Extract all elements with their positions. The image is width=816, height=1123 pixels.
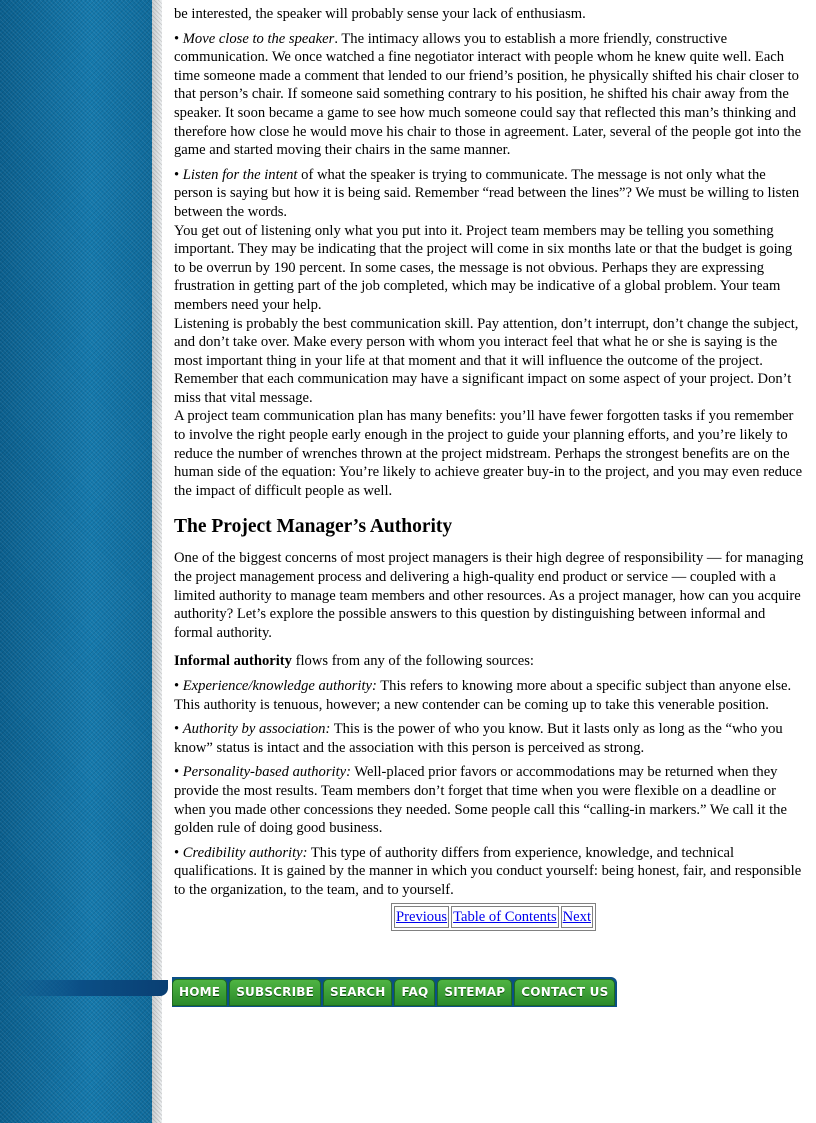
paragraph-authority-intro: One of the biggest concerns of most project managers is their high degree of responsibility — for managing the project management process and delivering a high-quality end product or service — coupled with a limited authority to manage team members and other resources. As a project manager, how can you acquire authority? Let’s explore the possible answers to this question by distinguishing between informal and formal authority. (174, 550, 804, 641)
bullet-text: Well-placed prior favors or accommodations may be returned when they provide the most results. Team members don’t forget that time when you were flexible on a deadline or when you made other concessions they needed. Some people call this “calling-in markers.” We call it the golden rule of doing good business. (174, 764, 787, 837)
bullet-move-close (174, 30, 804, 160)
rail-edge-texture (152, 0, 162, 1123)
bullet-experience-authority (174, 677, 804, 714)
nav-contact-us-button[interactable]: CONTACT US (514, 979, 615, 1006)
bullet-lead: Personality-based authority: (182, 764, 351, 781)
bullet-personality-authority (174, 763, 804, 837)
nav-home-button[interactable]: HOME (172, 979, 227, 1006)
informal-authority-text: flows from any of the following sources: (291, 653, 534, 670)
table-of-contents-link[interactable]: Table of Contents (453, 909, 557, 925)
bullet-glyph: • (174, 764, 180, 781)
bullet-lead: Listen for the intent (182, 166, 298, 183)
bullet-lead: Credibility authority: (182, 844, 308, 861)
section-heading: The Project Manager’s Authority (174, 516, 453, 538)
paragraph-informal-authority (174, 652, 804, 671)
bullet-glyph: • (174, 166, 180, 183)
bullet-text: of what the speaker is trying to communicate. The message is not only what the person is saying but how it is being said. Remember “read between the lines”? We must be willing to listen between the words. (174, 166, 800, 220)
bullet-lead: Move close to the speaker (182, 30, 335, 47)
bullet-credibility-authority (174, 844, 804, 900)
paragraph-continued: be interested, the speaker will probably sense your lack of enthusiasm. (174, 6, 586, 22)
article-content (174, 0, 804, 900)
bullet-text: . The intimacy allows you to establish a more friendly, constructive communication. We once watched a fine negotiator interact with people whom he knew quite well. Each time someone made a comment that lended to our friend’s position, he physically shifted his chair closer to that person’s chair. If someone said something contrary to his position, he shifted his chair away from the speaker. It soon became a game to see how much someone could say that reflected this man’s thinking and therefore how close he would move his chair to those in agreement. Later, several of the people got into the game and started moving their chairs in the same manner. (174, 30, 802, 159)
nav-search-button[interactable]: SEARCH (323, 979, 392, 1006)
bullet-text: This type of authority differs from experience, knowledge, and technical qualifications. It is gained by the manner in which you conduct yourself: being honest, fair, and responsible to the organization, to the team, and to yourself. (174, 844, 802, 898)
bullet-glyph: • (174, 30, 180, 47)
nav-faq-button[interactable]: FAQ (394, 979, 435, 1006)
paragraph-communication-plan: A project team communication plan has many benefits: you’ll have fewer forgotten tasks if you remember to involve the right people early enough in the project to guide your planning efforts, and you’re likely to reduce the number of wrenches thrown at the project midstream. Perhaps the strongest benefits are on the human side of the equation: You’re likely to achieve greater buy-in to the project, and you may even reduce the impact of difficult people as well. (174, 408, 803, 499)
page-navigation (391, 903, 596, 931)
pager-cell (394, 906, 449, 928)
nav-subscribe-button[interactable]: SUBSCRIBE (229, 979, 321, 1006)
bullet-glyph: • (174, 678, 180, 694)
site-nav-bar (172, 977, 617, 1007)
bullet-glyph: • (174, 844, 180, 861)
paragraph-listening-value: You get out of listening only what you put into it. Project team members may be telling you something important. They may be indicating that the project will come in six months late or that the budget is going to be overrun by 190 percent. In some cases, the message is not obvious. Perhaps they are expressing frustration in getting part of the job completed, which may be indicative of a global problem. Your team members need your help. (174, 222, 793, 313)
left-decorative-rail (0, 0, 152, 1123)
bullet-listen-intent (174, 166, 804, 222)
nav-sitemap-button[interactable]: SITEMAP (437, 979, 512, 1006)
bullet-lead: Experience/knowledge authority: (182, 678, 377, 694)
bullet-lead: Authority by association: (182, 721, 331, 738)
bullet-text: This refers to knowing more about a specific subject than anyone else. This authority is tenuous, however; a new contender can be coming up to take this venerable position. (174, 678, 792, 713)
bullet-association-authority (174, 720, 804, 757)
informal-authority-term: Informal authority (174, 653, 292, 670)
bullet-glyph: • (174, 721, 180, 738)
nav-swoosh-decoration (8, 980, 168, 996)
pager-cell (451, 906, 559, 928)
pager-cell (561, 906, 593, 928)
paragraph-listening-skill: Listening is probably the best communication skill. Pay attention, don’t interrupt, don’t change the subject, and don’t take over. Make every person with whom you interact feel that what he or she is saying is the most important thing in your life at that moment and that it will influence the outcome of the project. Remember that each communication may have a significant impact on some aspect of your project. Don’t miss that vital message. (174, 315, 799, 406)
next-link[interactable]: Next (562, 909, 591, 925)
bullet-text: This is the power of who you know. But it lasts only as long as the “who you know” status is intact and the association with this person is perceived as strong. (174, 721, 783, 756)
previous-link[interactable]: Previous (396, 909, 448, 925)
